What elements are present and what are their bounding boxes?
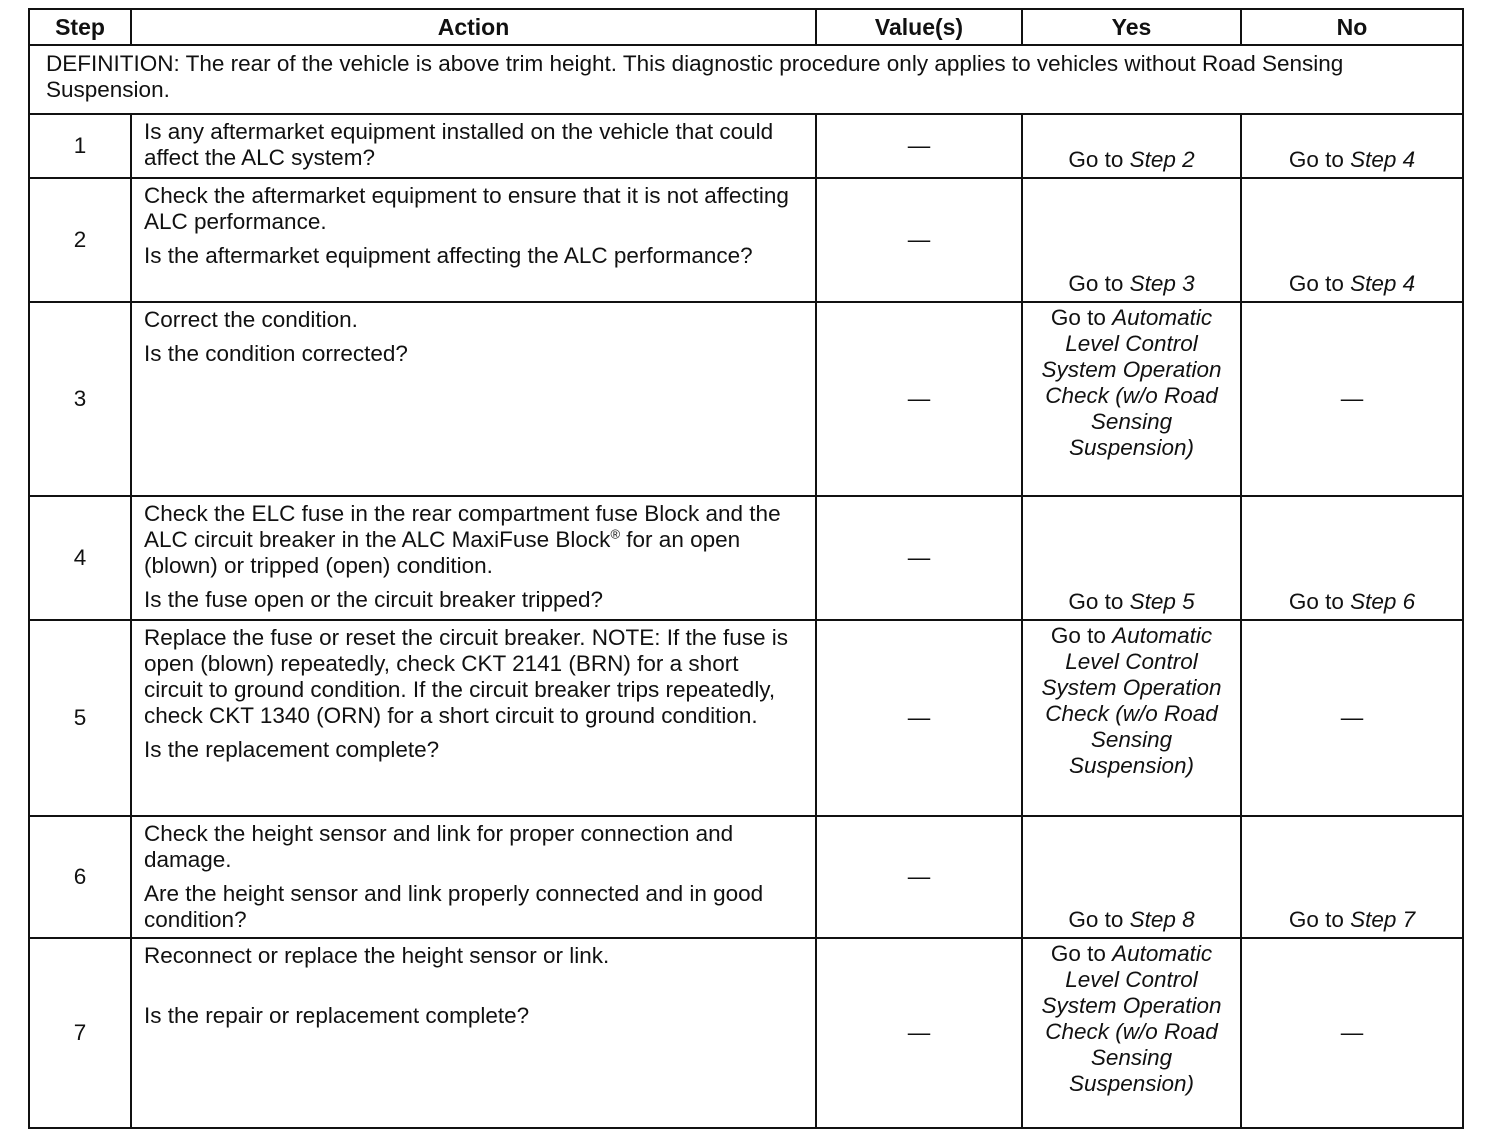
- value-cell: —: [816, 178, 1022, 302]
- action-text-part: for an open (blown) or tripped (open) condition.: [144, 527, 741, 578]
- header-values: Value(s): [816, 9, 1022, 45]
- table-row: [29, 620, 1463, 816]
- value-cell: —: [816, 938, 1022, 1128]
- action-cell: [131, 302, 816, 496]
- no-cell: —: [1241, 620, 1463, 816]
- go-to-text: Go to: [1050, 941, 1106, 966]
- step-number: 2: [29, 178, 131, 302]
- table-row: [29, 178, 1463, 302]
- go-to-text: Go to: [1288, 907, 1344, 932]
- no-target-link[interactable]: Step 6: [1350, 589, 1416, 614]
- no-cell: [1241, 178, 1463, 302]
- no-cell: [1241, 496, 1463, 620]
- yes-cell: [1022, 620, 1241, 816]
- go-to-text: Go to: [1068, 589, 1124, 614]
- table-row: [29, 938, 1463, 1128]
- yes-target-link[interactable]: Automatic Level Control System Operation Check (w/o Road Sensing Suspension): [1041, 941, 1222, 1096]
- no-target-link[interactable]: Step 4: [1350, 271, 1416, 296]
- go-to-text: Go to: [1068, 147, 1124, 172]
- table-row: [29, 816, 1463, 938]
- go-to-text: Go to: [1288, 147, 1344, 172]
- header-yes: Yes: [1022, 9, 1241, 45]
- action-cell: [131, 496, 816, 620]
- registered-mark: ®: [610, 526, 621, 542]
- yes-cell: [1022, 302, 1241, 496]
- no-cell: —: [1241, 938, 1463, 1128]
- yes-cell: [1022, 178, 1241, 302]
- step-number: 6: [29, 816, 131, 938]
- definition-row: [29, 45, 1463, 114]
- action-cell: [131, 938, 816, 1128]
- step-number: 3: [29, 302, 131, 496]
- action-text: [144, 501, 803, 579]
- action-question: Is the replacement complete?: [144, 737, 440, 762]
- value-cell: —: [816, 496, 1022, 620]
- go-to-text: Go to: [1068, 907, 1124, 932]
- yes-cell: [1022, 114, 1241, 178]
- value-cell: —: [816, 620, 1022, 816]
- step-number: 1: [29, 114, 131, 178]
- yes-target-link[interactable]: Step 5: [1129, 589, 1195, 614]
- action-question: Is the fuse open or the circuit breaker tripped?: [144, 587, 604, 612]
- action-question: Are the height sensor and link properly connected and in good condition?: [144, 881, 764, 932]
- diagnostic-table: [28, 8, 1464, 1129]
- value-cell: —: [816, 302, 1022, 496]
- action-cell: [131, 114, 816, 178]
- value-cell: —: [816, 816, 1022, 938]
- table-row: [29, 496, 1463, 620]
- go-to-text: Go to: [1050, 623, 1106, 648]
- no-target-link[interactable]: Step 4: [1350, 147, 1416, 172]
- header-step: Step: [29, 9, 131, 45]
- table-row: [29, 302, 1463, 496]
- action-question: Is the repair or replacement complete?: [144, 1003, 530, 1028]
- step-number: 5: [29, 620, 131, 816]
- go-to-text: Go to: [1288, 589, 1344, 614]
- action-text-part: Check the ELC fuse in the rear compartment fuse Block and the ALC circuit breaker in the ALC MaxiFuse Block: [144, 501, 781, 552]
- step-number: 4: [29, 496, 131, 620]
- go-to-text: Go to: [1068, 271, 1124, 296]
- definition-text: DEFINITION: The rear of the vehicle is above trim height. This diagnostic procedure only applies to vehicles without Road Sensing Suspension.: [29, 45, 1463, 114]
- action-text: Check the aftermarket equipment to ensure that it is not affecting ALC performance.: [144, 183, 789, 234]
- yes-cell: [1022, 816, 1241, 938]
- action-question: Is the condition corrected?: [144, 341, 408, 366]
- yes-target-link[interactable]: Step 8: [1129, 907, 1195, 932]
- yes-target-link[interactable]: Automatic Level Control System Operation Check (w/o Road Sensing Suspension): [1041, 623, 1222, 778]
- action-text: Check the height sensor and link for proper connection and damage.: [144, 821, 734, 872]
- no-cell: —: [1241, 302, 1463, 496]
- diagnostic-table-sheet: [28, 8, 1462, 1129]
- action-question: Is the aftermarket equipment affecting the ALC performance?: [144, 243, 753, 268]
- yes-target-link[interactable]: Automatic Level Control System Operation Check (w/o Road Sensing Suspension): [1041, 305, 1222, 460]
- value-cell: —: [816, 114, 1022, 178]
- go-to-text: Go to: [1050, 305, 1106, 330]
- table-row: [29, 114, 1463, 178]
- header-row: [29, 9, 1463, 45]
- header-no: No: [1241, 9, 1463, 45]
- yes-target-link[interactable]: Step 3: [1129, 271, 1195, 296]
- yes-cell: [1022, 938, 1241, 1128]
- action-text: Reconnect or replace the height sensor or link.: [144, 943, 610, 968]
- no-target-link[interactable]: Step 7: [1350, 907, 1416, 932]
- action-text: Replace the fuse or reset the circuit breaker. NOTE: If the fuse is open (blown) repeatedly, check CKT 2141 (BRN) for a short circuit to ground condition. If the circuit breaker trips repeatedly, check CKT 1340 (ORN) for a short circuit to ground condition.: [144, 625, 789, 728]
- header-action: Action: [131, 9, 816, 45]
- action-text: Is any aftermarket equipment installed on the vehicle that could affect the ALC system?: [144, 119, 774, 170]
- yes-cell: [1022, 496, 1241, 620]
- go-to-text: Go to: [1288, 271, 1344, 296]
- action-cell: [131, 178, 816, 302]
- step-number: 7: [29, 938, 131, 1128]
- action-cell: [131, 620, 816, 816]
- no-cell: [1241, 816, 1463, 938]
- action-text: Correct the condition.: [144, 307, 358, 332]
- no-cell: [1241, 114, 1463, 178]
- action-cell: [131, 816, 816, 938]
- yes-target-link[interactable]: Step 2: [1129, 147, 1195, 172]
